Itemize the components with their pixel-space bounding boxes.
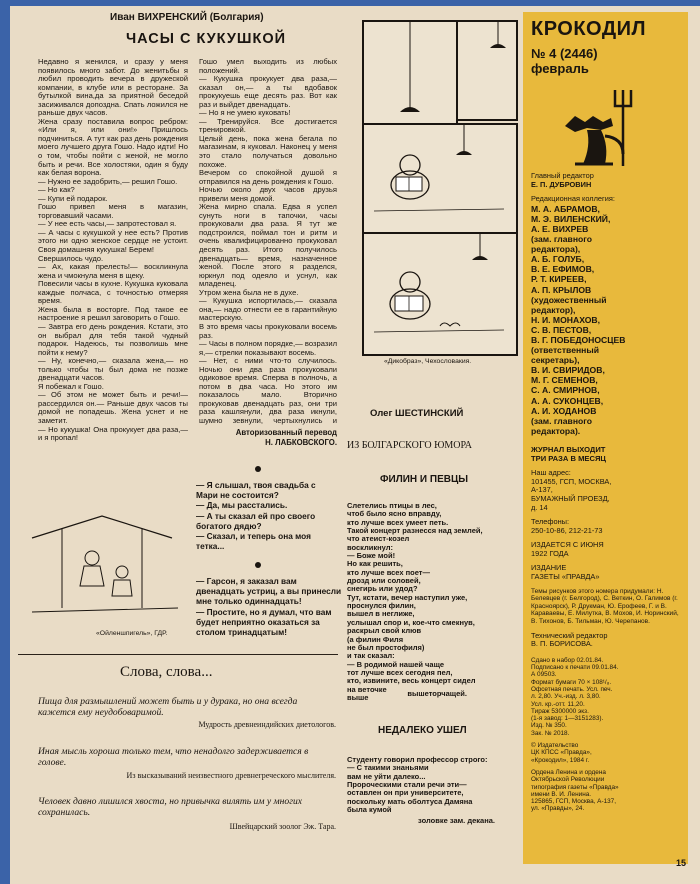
page-number: 15	[676, 858, 687, 868]
reading-man-illustration-2	[364, 125, 516, 232]
issue-month: февраль	[531, 61, 589, 76]
quote-1: Пища для размышлений может быть и у дурака, но она всегда кажется ему неудобоваримой.	[38, 696, 298, 719]
crocodile-logo	[531, 76, 682, 172]
chief-editor: Е. П. ДУБРОВИН	[531, 179, 592, 189]
playground-illustration	[22, 508, 188, 628]
address-label: Наш адрес:	[531, 468, 571, 478]
publisher: ИЗДАНИЕ ГАЗЕТЫ «ПРАВДА»	[531, 563, 600, 582]
printer-info: Ордена Ленина и ордена Октябрьской Революции типография газеты «Правда» имени В. И. Ленина. 125865, ГСП, Москва, А-137, ул. «Правды», 24.	[531, 768, 619, 813]
story-column-1: Недавно я женился, и сразу у меня появилось много забот. До женитьбы я любил проводить вечера в дружеской компании, в клубе или в ресторане. За бутылкой вина,да за приятной беседой засиживался допоздна. Спать ложился не раньше двух часов. Жена сразу поставила вопрос ребром: «Или я, или они!» Пришлось подчиниться. А тут как раз день рождения моего лучшего друга Гошо. Надо идти! Но о том, чтобы пойти с женой, не могло быть и речи. Все холостяки, один я буду как белая ворона. — Нужно ее задобрить,— решил Гошо. — Но как? — Купи ей подарок. Гошо привел меня в магазин, торговавший часами. — У нее есть часы,— запротестовал я. — А часы с кукушкой у нее есть? Против этого ни одно женское сердце не устоит. Своя домашняя кукушка! Берем! Свершилось чудо. — Ах, какая прелесть!— воскликнула жена и чмокнула меня в щеку. Повесили часы в кухне. Кукушка куковала каждые полчаса, с точностью отмеряя время. Жена была в восторге. Под такое ее настроение я решил заговорить о Гошо. — Завтра его день рождения. Кстати, это он выбрал для тебя такой чудный подарок. Надеюсь, ты позволишь мне пойти к нему? — Ну, конечно,— сказала жена,— но только чтобы ты был дома не позже двенадцати часов. Я побежал к Гошо. — Об этом не может быть и речи!— рассердился он.— Раньше двух часов ты домой не попадешь. Жена уснет и не заметит. — Но кукушка! Она прокукует два раза,— и я пропал!	[38, 58, 188, 443]
cartoon-top-caption: «Дикобраз», Чехословакия.	[384, 358, 472, 365]
board-label: Редакционная коллегия:	[531, 194, 615, 204]
top-blue-strip	[0, 0, 700, 6]
fable-poem-2: Студенту говорил профессор строго: — С такими знаньями вам не уйти далеко... Пророческими стали речи эти— оставлен он при университете, поскольку мать оболтуса Дамяна была кумой	[347, 755, 488, 815]
board-members: М. А. АБРАМОВ, М. Э. ВИЛЕНСКИЙ, А. Е. ВИХРЕВ (зам. главного редактора), А. Б. ГОЛУБ, В. Е. ЕФИМОВ, Р. Т. КИРЕЕВ, А. П. КРЫЛОВ (художественный редактор), Н. И. МОНАХОВ, С. В. ПЕСТОВ, В. Г. ПОБЕДОНОСЦЕВ (ответственный секретарь), В. И. СВИРИДОВ, М. Г. СЕМЕНОВ, С. А. СМИРНОВ, А. А. СУКОНЦЕВ, А. И. ХОДАНОВ (зам. главного редактора).	[531, 203, 626, 436]
reading-man-illustration-3	[364, 234, 516, 354]
fable-poem-1: Слетелись птицы в лес, чтоб было ясно вправду, кто лучше всех умеет петь. Такой концерт разнесся над землей, что атеист-козел воскликнул: — Боже мой! Но как решить, кто лучше всех поет— дрозд или соловей, снегирь или удод? Тут, кстати, вечер наступил уже, проснулся филин, вышел в неглиже, услышал спор и, кое-что смекнув, раскрыл свой клюв (а филин Филя не был простофиля) и так сказал: — В родимой нашей чаще тот лучше всех сегодня пел, кто, извините, весь концерт сидел на веточке выше	[347, 501, 483, 702]
quote-3-attribution: Швейцарский зоолог Эж. Тара.	[229, 822, 336, 831]
story-title: ЧАСЫ С КУКУШКОЙ	[125, 31, 287, 47]
quote-1-attribution: Мудрость древнеиндийских диетологов.	[198, 720, 336, 729]
fable-poem-2-end: золовке зам. декана.	[418, 816, 495, 825]
quote-2-attribution: Из высказываний неизвестного древнегреческого мыслителя.	[126, 771, 336, 780]
phones-label: Телефоны:	[531, 517, 570, 527]
crocodile-icon	[531, 76, 681, 172]
quotes-title: Слова, слова...	[120, 664, 213, 680]
tech-editor-label: Технический редактор	[531, 630, 608, 640]
cartoon-left	[22, 508, 188, 628]
address: 101455, ГСП, МОСКВА, А-137, БУМАЖНЫЙ ПРОЕЗД, д. 14	[531, 476, 612, 512]
fable-title-1: ФИЛИН И ПЕВЦЫ	[380, 474, 469, 485]
story-author: Иван ВИХРЕНСКИЙ (Болгария)	[110, 12, 264, 23]
issue-number: № 4 (2446)	[531, 46, 598, 61]
masthead-sidebar	[523, 12, 688, 864]
cartoon-left-caption: «Ойленшпигель», ГДР.	[96, 630, 168, 637]
publication-frequency: ЖУРНАЛ ВЫХОДИТ ТРИ РАЗА В МЕСЯЦ	[531, 444, 606, 463]
joke-bullet-1	[255, 466, 261, 472]
quote-2: Иная мысль хороша только тем, что ненадолго задерживается в голове.	[38, 746, 309, 769]
imprint: Сдано в набор 02.01.84. Подписано к печати 09.01.84. А 09503. Формат бумаги 70 × 108¹/₈. Офсетная печать. Усл. печ. л. 2,80. Уч.-изд. л. 3,80. Усл. кр.-отт. 11,20. Тираж 5300000 экз. (1-я завод: 1—3151283). Изд. № 350. Зак. № 2018.	[531, 656, 619, 737]
masthead-logo: КРОКОДИЛ	[531, 18, 646, 40]
joke-2: — Гарсон, я заказал вам двенадцать устриц, а вы принесли мне только одиннадцать! — Простите, но я думал, что вам будет неприятно оказаться за столом тринадцатым!	[196, 576, 342, 638]
fable-title-2: НЕДАЛЕКО УШЕЛ	[378, 725, 467, 736]
phones: 250-10-86, 212-21-73	[531, 525, 603, 535]
themes-credits: Темы рисунков этого номера придумали: Н. Белевцев (г. Белгород), С. Веткин, О. Галимов (г. Красноярск), Р. Друкман, Ю. Ерофеев, Г. и В. Караваевы, Е. Милутка, В. Мохов, И. Норинский, В. Тихонов, Б. Тильман, Ю. Черепанов.	[531, 587, 679, 626]
fable-author: Олег ШЕСТИНСКИЙ	[370, 408, 464, 419]
quote-3: Человек давно лишился хвоста, но привычка вилять им у многих сохранилась.	[38, 796, 303, 819]
joke-1: — Я слышал, твоя свадьба с Мари не состоится? — Да, мы расстались. — А ты сказал ей про своего богатого дядю? — Сказал, и теперь она моя тетка...	[196, 480, 316, 552]
translator-name: Н. ЛАБКОВСКОГО.	[265, 438, 337, 447]
lamp-illustration	[458, 22, 516, 119]
published-since: ИЗДАЕТСЯ С ИЮНЯ 1922 ГОДА	[531, 540, 604, 558]
cartoon-panel-4	[362, 232, 518, 356]
chief-editor-label: Главный редактор	[531, 171, 594, 180]
tech-editor: В. П. БОРИСОВА.	[531, 639, 593, 649]
fable-poem-1-end: вышеторчащей.	[407, 689, 467, 698]
cartoon-panel-2	[456, 20, 518, 121]
story-column-2: Гошо умел выходить из любых положений. — Кукушка прокукует два раза,— сказал он,— а ты вдобавок прокукуешь еще десять раз. Вот как раз и выйдет двенадцать. — Но я не умею куковать! — Тренируйся. Все достигается тренировкой. Целый день, пока жена бегала по магазинам, я куковал. Наконец у меня это стало получаться довольно похоже. Вечером со спокойной душой я отправился на день рождения к Гошо. Ночью около двух часов друзья привели меня домой. Жена мирно спала. Едва я успел сунуть ноги в тапочки, часы прокуковали два раза. Я тут же подстроился, поймал тон и ритм и очень квалифицированно прокуковал десять раз. Итого получилось двенадцать— время, назначенное женой. После этого я разделся, юркнул под одеяло и уснул, как младенец. Утром жена была не в духе. — Кукушка испортилась,— сказала она,— надо отнести ее в гарантийную мастерскую. В это время часы прокуковали восемь раз. — Часы в полном порядке,— возразил я,— стрелки показывают восемь. — Нет, с ними что-то случилось. Ночью они два раза прокуковали одиковое время. Сперва в полночь, а потом в два часа. Но этого им показалось мало. Вторично прокуковав двенадцать раз, они три раза кашлянули, два раза икнули, шумно зевнули, чертыхнулись и	[199, 58, 337, 425]
copyright: © Издательство ЦК КПСС «Правда», «Крокодил», 1984 г.	[531, 742, 592, 764]
quotes-top-rule	[18, 654, 338, 655]
cartoon-panel-3	[362, 123, 518, 234]
joke-bullet-2	[255, 562, 261, 568]
translator-line: Авторизованный перевод	[235, 428, 337, 437]
fable-section: ИЗ БОЛГАРСКОГО ЮМОРА	[347, 440, 472, 451]
left-blue-strip	[0, 0, 10, 884]
